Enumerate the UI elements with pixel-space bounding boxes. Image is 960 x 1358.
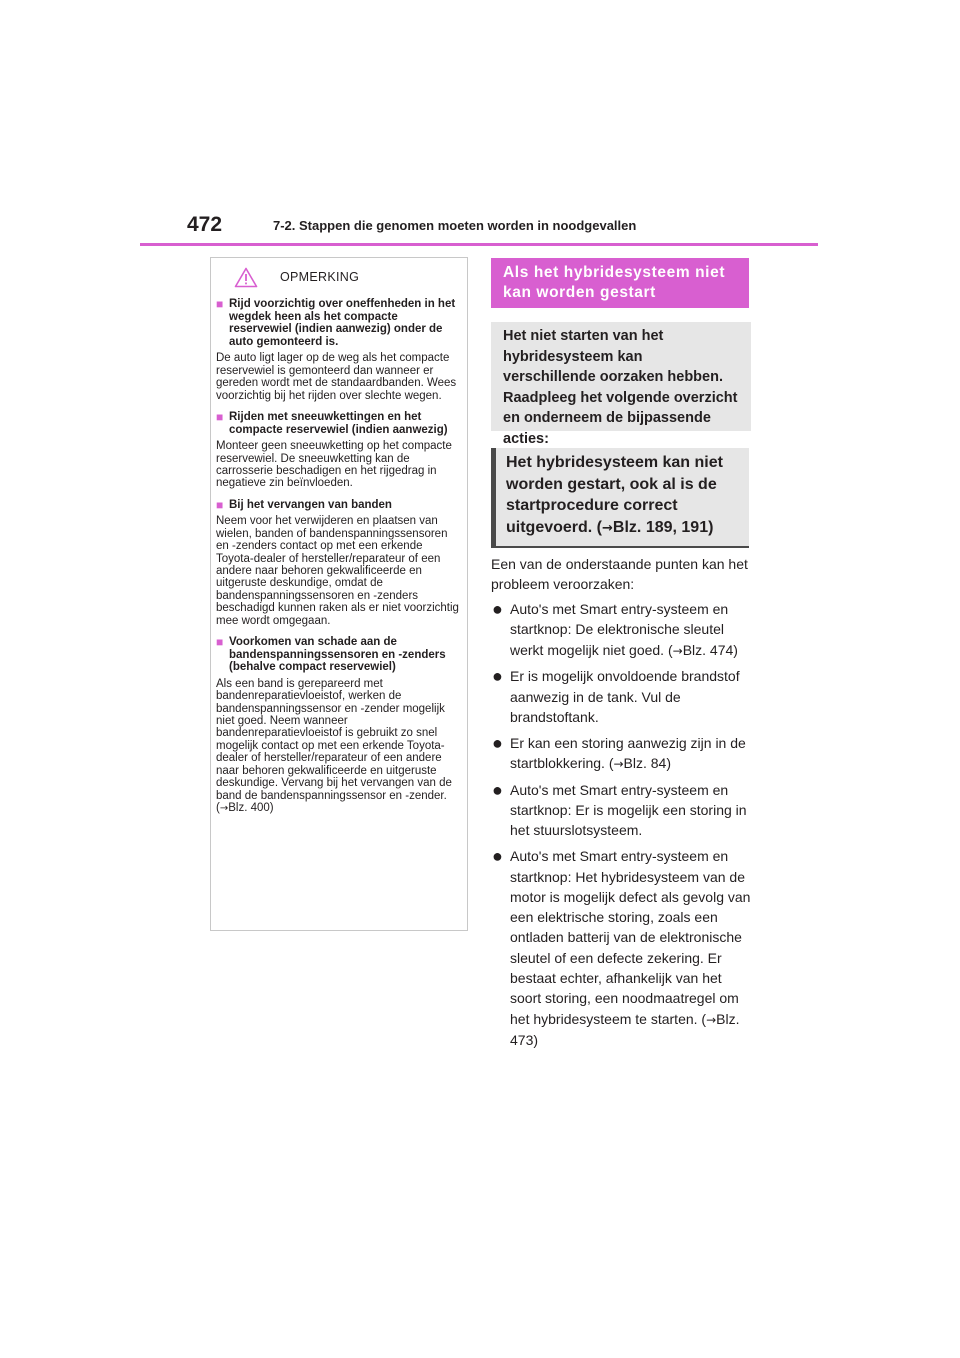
- section-title: 7-2. Stappen die genomen moeten worden in noodgevallen: [273, 218, 637, 233]
- bullet-dot-icon: ●: [492, 732, 503, 753]
- page-reference-link[interactable]: Blz. 84: [623, 755, 667, 772]
- list-item-text: Auto's met Smart entry-systeem en startknop: Er is mogelijk een storing in het stuurslotsysteem.: [510, 781, 747, 839]
- bullet-dot-icon: ●: [492, 846, 503, 867]
- list-item: [491, 666, 753, 727]
- caution-item-body: Neem voor het verwijderen en plaatsen van wielen, banden of bandenspanningssensoren en -zenders contact op met een erkende Toyota-dealer of hersteller/reparateur of een andere naar behoren gekwalificeerde en uitgeruste deskundige, omdat de bandenspanningssensoren en -zenders beschadigd kunnen raken als er niet voorzichtig mee wordt omgegaan.: [216, 515, 459, 627]
- caution-item-heading: Rijd voorzichtig over oneffenheden in het wegdek heen als het compacte reservewiel (indien aanwezig) onder de auto gemonteerd is.: [229, 298, 456, 348]
- paren-close: ): [269, 801, 274, 814]
- page-reference-link[interactable]: Blz. 400: [228, 801, 270, 814]
- caution-item: [216, 411, 459, 490]
- caution-item-heading: Bij het vervangen van banden: [229, 498, 392, 511]
- intro-box: Het niet starten van het hybridesysteem kan verschillende oorzaken hebben. Raadpleeg het volgende overzicht en onderneem de bijpassende acties:: [491, 322, 751, 431]
- arrow-right-icon: →: [219, 802, 229, 814]
- list-item-text: Er kan een storing aanwezig zijn in de startblokkering. (: [510, 734, 746, 772]
- arrow-right-icon: →: [706, 1012, 717, 1027]
- list-item: [491, 733, 753, 775]
- caution-title: OPMERKING: [280, 270, 360, 284]
- page-reference-link[interactable]: Blz. 189, 191: [612, 518, 709, 536]
- caution-item: [216, 499, 459, 627]
- caution-item-text: Als een band is gerepareerd met bandenreparatievloeistof, werken de bandenspanningssensor en -zender mogelijk niet goed. Neem wanneer bandenreparatievloeistof is gebruikt zo snel mogelijk contact op met een erkende Toyota-dealer of hersteller/reparateur of een andere naar behoren gekwalificeerde en uitgeruste deskundige. Vervang bij het vervangen van de band de bandenspanningssensor en -zender. (: [216, 677, 452, 814]
- lead-paragraph: Een van de onderstaande punten kan het probleem veroorzaken:: [491, 556, 748, 593]
- page-reference-link[interactable]: Blz. 473: [510, 1010, 740, 1048]
- warning-triangle-icon: [234, 267, 258, 288]
- bullet-dot-icon: ●: [492, 666, 503, 687]
- header-rule: [140, 243, 818, 246]
- list-item-text: Er is mogelijk onvoldoende brandstof aanwezig in de tank. Vul de brandstoftank.: [510, 668, 740, 725]
- square-bullet-icon: ■: [216, 635, 224, 650]
- bullet-dot-icon: ●: [492, 599, 503, 619]
- caution-item-body: [216, 678, 459, 815]
- caution-item: [216, 298, 459, 402]
- caution-item: [216, 636, 459, 815]
- square-bullet-icon: ■: [216, 297, 224, 311]
- caution-item-heading: Voorkomen van schade aan de bandenspanningssensoren en -zenders (behalve compact reservewiel): [229, 636, 446, 674]
- list-item: [491, 599, 753, 661]
- arrow-right-icon: →: [602, 520, 613, 536]
- paren-close: ): [533, 1031, 539, 1048]
- section-banner-title: Als het hybridesysteem niet kan worden gestart: [503, 264, 726, 301]
- subheading-box: [491, 448, 749, 548]
- list-item-text: Auto's met Smart entry-systeem en startknop: De elektronische sleutel werkt mogelijk niet goed. (: [510, 601, 729, 658]
- page-reference-link[interactable]: Blz. 474: [682, 641, 734, 658]
- paren-close: ): [733, 641, 738, 658]
- subheading-text: Het hybridesysteem kan niet worden gestart, ook al is de startprocedure correct uitgevoerd. (: [506, 454, 723, 536]
- arrow-right-icon: →: [613, 757, 624, 772]
- caution-item-heading: Rijden met sneeuwkettingen en het compacte reservewiel (indien aanwezig): [229, 411, 448, 436]
- caution-header: [216, 266, 459, 288]
- caution-item-body: De auto ligt lager op de weg als het compacte reservewiel is gemonteerd dan wanneer er gereden wordt met de standaardbanden. Wees voorzichtig bij het rijden over slechte wegen.: [216, 352, 457, 402]
- square-bullet-icon: ■: [216, 497, 224, 512]
- list-item-text: Auto's met Smart entry-systeem en startknop: Het hybridesysteem van de motor is mogelijk defect als gevolg van een elektrische storing, zoals een ontladen batterij van de elektronische sleutel of een defecte zekering. Er bestaat echter, afhankelijk van het soort storing, een noodmaatregel om het hybridesysteem te starten. (: [510, 848, 751, 1027]
- bullet-dot-icon: ●: [492, 779, 503, 800]
- caution-box: [210, 257, 468, 931]
- paren-close: ): [666, 755, 672, 772]
- square-bullet-icon: ■: [216, 410, 224, 424]
- list-item: [491, 846, 753, 1050]
- page-number: 472: [187, 213, 223, 236]
- arrow-right-icon: →: [672, 643, 683, 658]
- cause-list: [491, 599, 753, 1056]
- section-banner: [491, 258, 749, 308]
- caution-item-body: Monteer geen sneeuwketting op het compacte reservewiel. De sneeuwketting kan de carrosserie beschadigen en het rijgedrag in negatieve zin beïnvloeden.: [216, 440, 452, 490]
- list-item: [491, 780, 753, 841]
- paren-close: ): [708, 518, 714, 536]
